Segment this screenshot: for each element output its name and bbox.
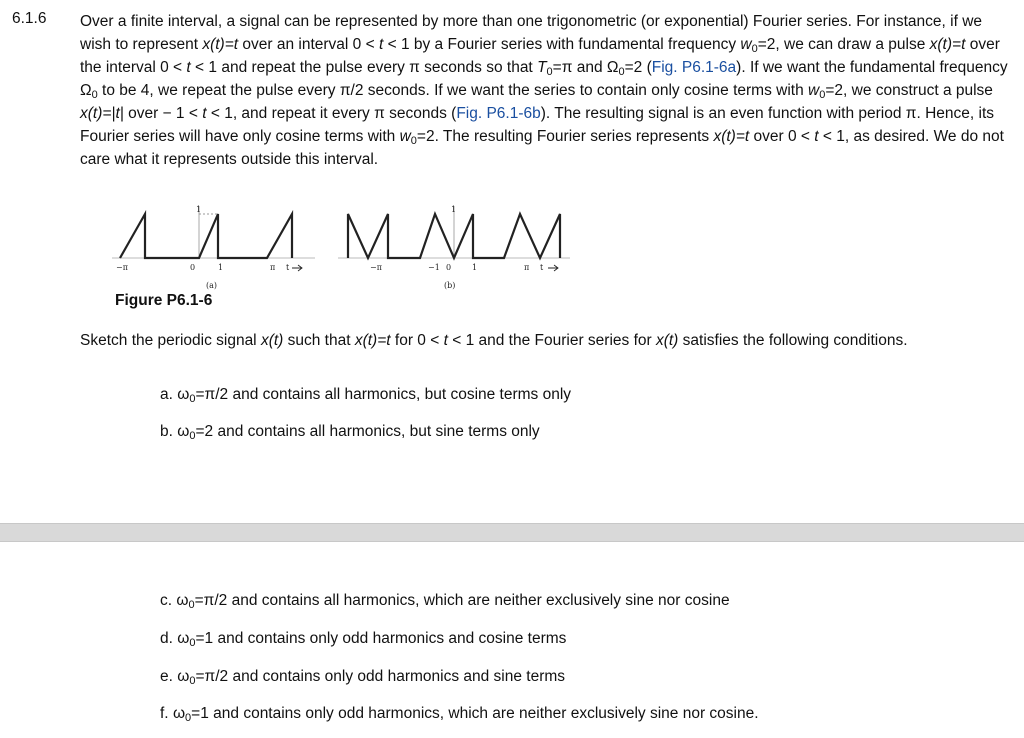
figure-caption: Figure P6.1-6	[115, 292, 213, 309]
svg-text:0: 0	[446, 263, 452, 272]
svg-text:−π: −π	[116, 263, 128, 272]
problem-number: 6.1.6	[12, 10, 47, 27]
list-item-a: a. $\omega_0=\pi/2$ and contains all harmonics, but cosine terms only	[160, 386, 572, 405]
fig-a-link[interactable]: Fig. P6.1-6a	[651, 59, 737, 76]
list-item-e: e. $\omega_0=\pi/2$ and contains only odd harmonics and sine terms	[160, 668, 566, 687]
figure-b-graph	[338, 205, 570, 290]
svg-text:(a): (a)	[206, 281, 218, 290]
list-item-b: b. $\omega_0=2$ and contains all harmonics, but sine terms only	[160, 423, 540, 442]
svg-text:π: π	[524, 263, 530, 272]
fig-b-link[interactable]: Fig. P6.1-6b	[456, 105, 541, 122]
svg-text:1: 1	[451, 205, 457, 214]
list-item-f: f. $\omega_0=1$ and contains only odd harmonics, which are neither exclusively sine nor cosine.	[160, 705, 759, 724]
svg-text:−π: −π	[370, 263, 382, 272]
list-item-d: d. $\omega_0=1$ and contains only odd harmonics and cosine terms	[160, 630, 567, 649]
svg-text:t: t	[540, 263, 544, 272]
svg-text:t: t	[286, 263, 290, 272]
svg-text:1: 1	[196, 205, 202, 214]
svg-text:π: π	[270, 263, 276, 272]
svg-text:1: 1	[218, 263, 224, 272]
problem-paragraph: Over a finite interval, a signal can be represented by more than one trigonometric (or exponential) Fourier series. For instance, if we wish to represent x(t)=t over an interval 0 < t < 1 by a Fourier series with fundamental frequency $w_0=2$, we can draw a pulse x(t)=t over the interval 0 < t < 1 and repeat the pulse every π seconds so that $T_0=\pi$ and $\Omega_0=2$ (Fig. P6.1-6a). If we want the fundamental frequency $\Omega_0$ to be 4, we repeat the pulse every π/2 seconds. If we want the series to contain only cosine terms with $w_0=2$, we construct a pulse x(t)=|t| over − 1 < t < 1, and repeat it every π seconds (Fig. P6.1-6b). The resulting signal is an even function with period π. Hence, its Fourier series will have only cosine terms with $w_0=2$. The resulting Fourier series represents x(t)=t over 0 < t < 1, as desired. We do not care what it represents outside this interval.	[80, 13, 1008, 168]
figure-p6-1-6	[110, 200, 580, 292]
svg-text:0: 0	[190, 263, 196, 272]
page-divider	[0, 523, 1024, 542]
figure-a-graph	[112, 205, 315, 290]
list-item-c: c. $\omega_0=\pi/2$ and contains all harmonics, which are neither exclusively sine nor cosine	[160, 592, 730, 611]
svg-text:−1: −1	[428, 263, 440, 272]
sketch-instruction: Sketch the periodic signal x(t) such that x(t)=t for 0 < t < 1 and the Fourier series for x(t) satisfies the following conditions.	[80, 332, 908, 349]
svg-text:1: 1	[472, 263, 478, 272]
svg-text:(b): (b)	[444, 281, 456, 290]
